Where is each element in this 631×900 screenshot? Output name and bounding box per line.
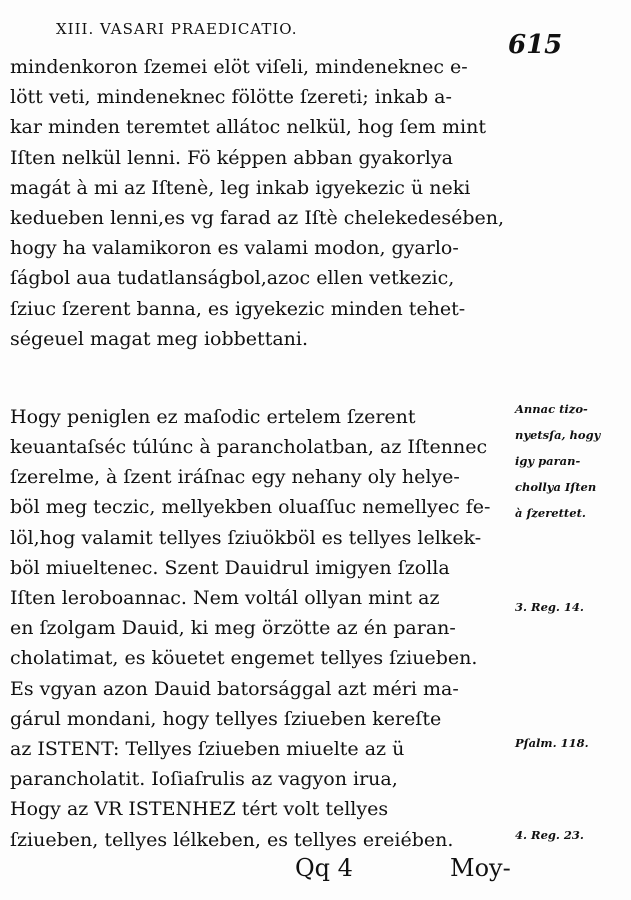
signature-mark: Qq 4 [295,854,353,882]
margin-note-reference: 4. Reg. 23. [515,828,584,842]
page-footer [0,848,631,888]
text-line: hogy ha valamikoron es valami modon, gyarlo- [10,237,459,260]
text-line: Iſten leroboannac. Nem voltál ollyan mint az [10,587,440,609]
margin-note-reference: Pſalm. 118. [515,736,589,750]
text-block [10,52,518,855]
text-line: ſziueben, tellyes lélkeben, es tellyes ereiében. [10,828,454,851]
text-line: mindenkoron ſzemei elöt viſeli, mindeneknec e- [10,56,468,78]
text-line: Hogy peniglen ez maſodic ertelem ſzerent [10,405,416,428]
text-line: magát à mi az Iſtenè, leg inkab igyekezic ü neki [10,176,471,199]
text-line: kar minden teremtet allátoc nelkül, hog ſem mint [10,116,486,139]
text-line: ſzerelme, à ſzent iráſnac egy nehany oly helye- [10,466,460,489]
margin-note: Annac tizo- [515,402,588,416]
paragraph-1 [10,52,518,354]
text-line: ſágbol aua tudatlanságbol,azoc ellen vetkezic, [10,267,455,290]
catchword: Moy- [450,854,511,882]
text-line: löl,hog valamit tellyes ſziuökböl es tellyes lelkek- [10,526,482,549]
text-line: lött veti, mindeneknec fölötte ſzereti; inkab a- [10,86,452,109]
text-line: kedueben lenni,es vg farad az Iſtè chelekedesében, [10,206,505,229]
text-line: ſziuc ſzerent banna, es igyekezic minden tehet- [10,297,466,320]
paragraph-gap [10,354,518,402]
text-line: böl meg teczic, mellyekben oluaſſuc nemellyec fe- [10,496,491,519]
text-line: en ſzolgam Dauid, ki meg örzötte az én paran- [10,617,456,640]
margin-note: igy paran- [515,454,581,468]
text-line: böl miueltenec. Szent Dauidrul imigyen ſzolla [10,556,450,579]
paragraph-2 [10,402,518,855]
margin-note: à ſzerettet. [515,506,586,520]
text-line: keuantaſséc túlúnc à parancholatban, az Iſtennec [10,436,488,459]
text-line: cholatimat, es köuetet engemet tellyes ſziueben. [10,647,478,670]
text-line: parancholatit. Ioſiaſrulis az vagyon irua, [10,768,398,791]
text-line: gárul mondani, hogy tellyes ſziueben kereſte [10,707,442,730]
running-title: XIII. VASARI PRAEDICATIO. [56,20,298,38]
margin-note-reference: 3. Reg. 14. [515,600,584,614]
margin-note: chollya Iſten [515,480,597,494]
text-line: ségeuel magat meg iobbettani. [10,327,309,350]
margin-note: nyetsſa, hogy [515,428,601,442]
text-line: Es vgyan azon Dauid batorsággal azt méri ma- [10,677,459,700]
text-line: Iſten nelkül lenni. Fö képpen abban gyakorlya [10,146,453,169]
page-number: 615 [508,30,563,60]
text-line: az ISTENT: Tellyes ſziueben miuelte az ü [10,737,405,760]
text-line: Hogy az VR ISTENHEZ tért volt tellyes [10,798,389,821]
